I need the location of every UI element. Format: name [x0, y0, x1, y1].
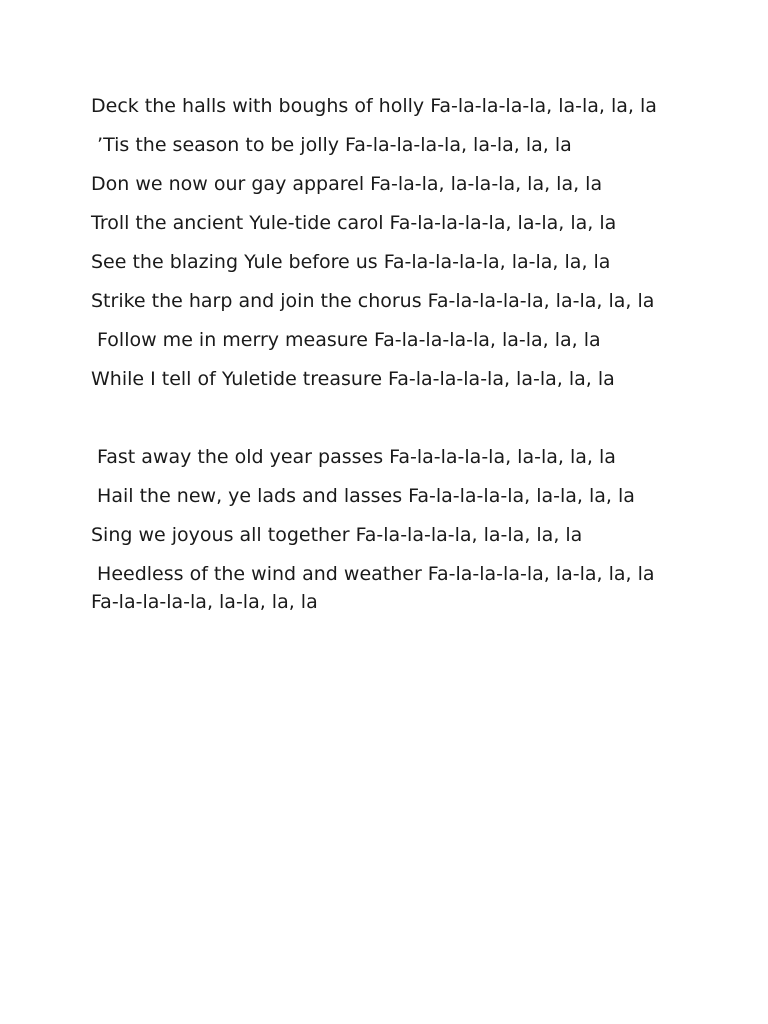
lyric-line: Follow me in merry measure Fa-la-la-la-la, la-la, la, la: [91, 329, 601, 351]
lyric-line: Strike the harp and join the chorus Fa-la-la-la-la, la-la, la, la: [91, 290, 655, 312]
lyric-line: Heedless of the wind and weather Fa-la-la-la-la, la-la, la, la Fa-la-la-la-la, la-la, la, la: [91, 563, 661, 613]
lyric-line: ’Tis the season to be jolly Fa-la-la-la-la, la-la, la, la: [91, 134, 572, 156]
lyric-line: Deck the halls with boughs of holly Fa-la-la-la-la, la-la, la, la: [91, 95, 657, 117]
lyric-line: While I tell of Yuletide treasure Fa-la-la-la-la, la-la, la, la: [91, 368, 615, 390]
lyric-line: Sing we joyous all together Fa-la-la-la-la, la-la, la, la: [91, 524, 583, 546]
lyric-line: Fast away the old year passes Fa-la-la-la-la, la-la, la, la: [91, 446, 616, 468]
stanza-spacer: [91, 404, 676, 443]
lyric-line: Don we now our gay apparel Fa-la-la, la-la-la, la, la, la: [91, 173, 603, 195]
lyric-line: See the blazing Yule before us Fa-la-la-la-la, la-la, la, la: [91, 251, 611, 273]
stanza-2: [91, 443, 676, 616]
stanza-1: [91, 92, 676, 393]
lyric-line: Hail the new, ye lads and lasses Fa-la-la-la-la, la-la, la, la: [91, 485, 635, 507]
lyrics-body: [91, 92, 676, 627]
lyric-line: Troll the ancient Yule-tide carol Fa-la-la-la-la, la-la, la, la: [91, 212, 617, 234]
